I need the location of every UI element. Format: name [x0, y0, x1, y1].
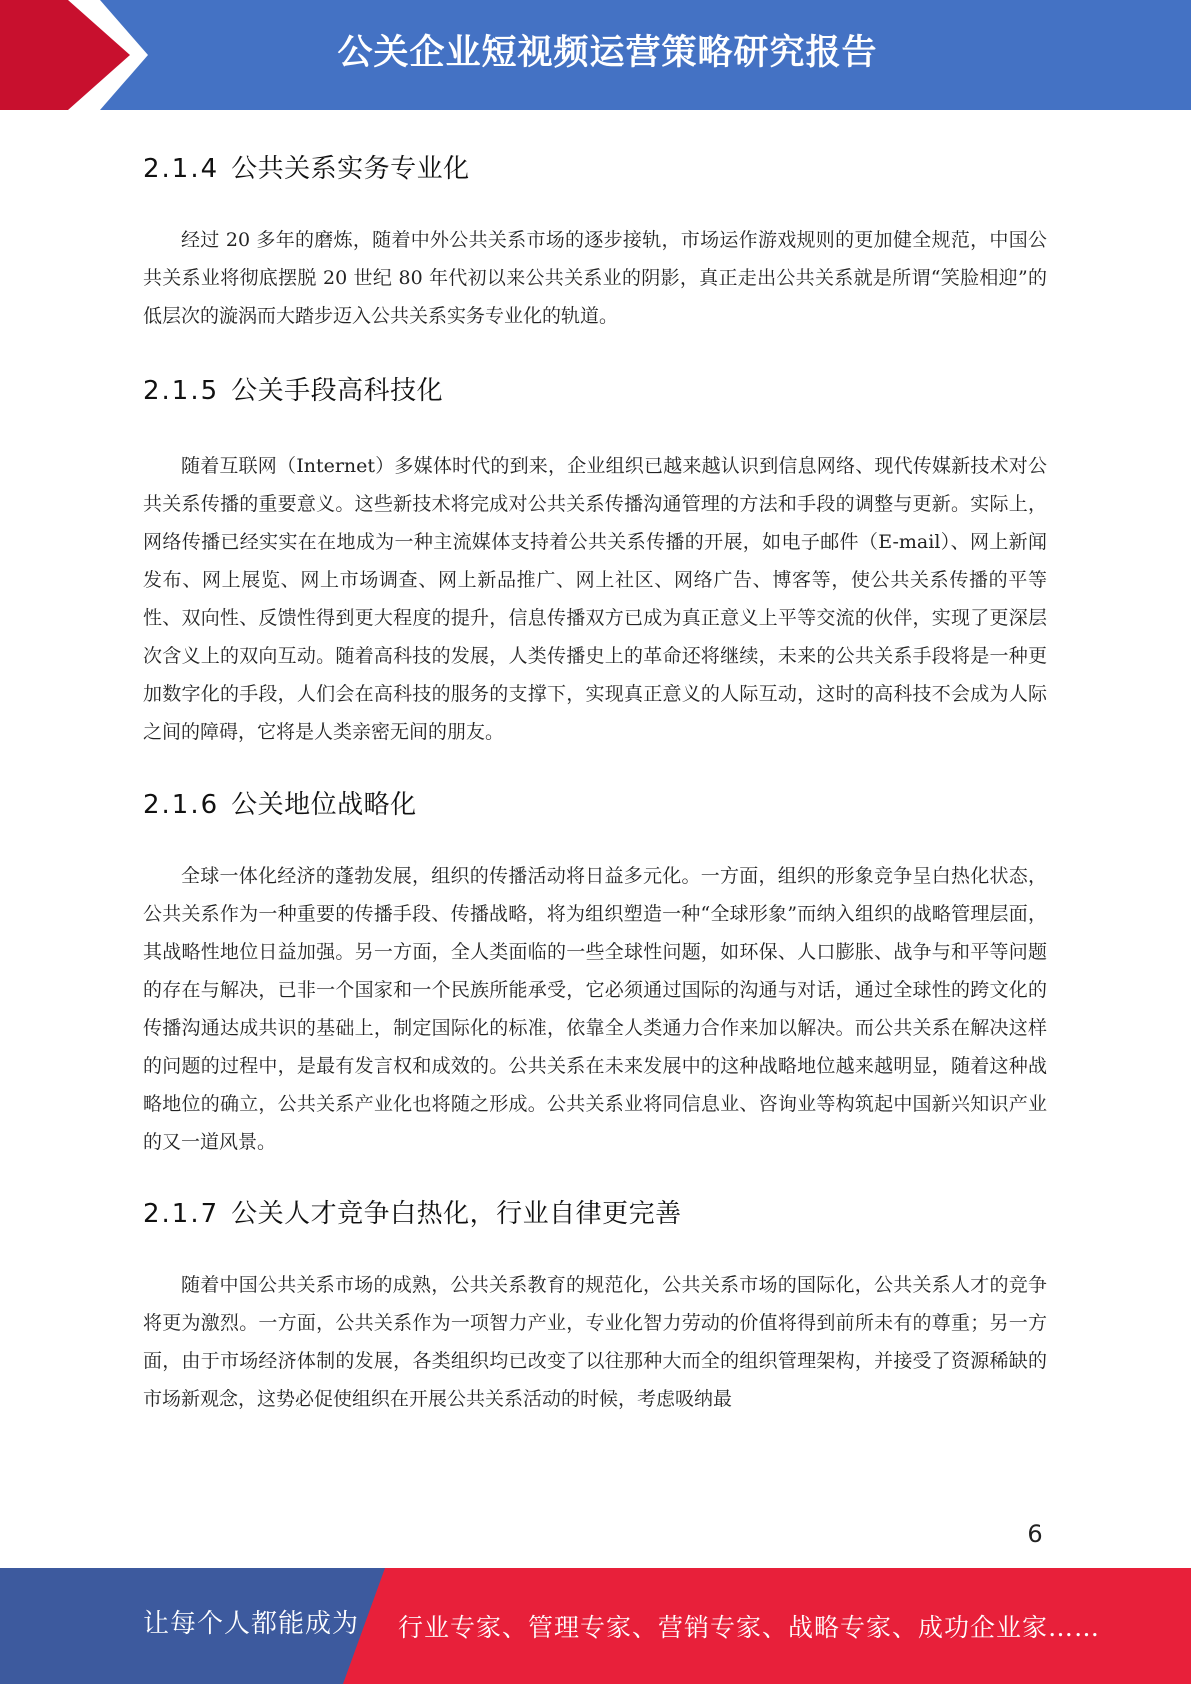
footer-slogan-right: 行业专家、管理专家、营销专家、战略专家、成功企业家……	[398, 1613, 1101, 1642]
section-title: 公共关系实务专业化	[231, 154, 470, 184]
page-header	[0, 0, 1191, 110]
section-title: 公关手段高科技化	[231, 376, 444, 406]
section-heading	[143, 150, 1047, 188]
section-heading	[143, 1195, 1047, 1233]
section-2-1-7	[143, 1195, 1047, 1418]
footer-slogan-left: 让每个人都能成为	[143, 1609, 360, 1639]
section-heading	[143, 786, 1047, 824]
paragraph: 随着中国公共关系市场的成熟，公共关系教育的规范化，公共关系市场的国际化，公共关系人才的竞争将更为激烈。一方面，公共关系作为一项智力产业，专业化智力劳动的价值将得到前所未有的尊重；另一方面，由于市场经济体制的发展，各类组织均已改变了以往那种大而全的组织管理架构，并接受了资源稀缺的市场新观念，这势必促使组织在开展公共关系活动的时候，考虑吸纳最	[143, 1274, 1047, 1410]
page-number: 6	[1027, 1520, 1043, 1548]
section-title: 公关人才竞争白热化，行业自律更完善	[231, 1199, 682, 1229]
paragraph: 经过 20 多年的磨炼，随着中外公共关系市场的逐步接轨，市场运作游戏规则的更加健全规范，中国公共关系业将彻底摆脱 20 世纪 80 年代初以来公共关系业的阴影，真正走出公共关系就是所谓“笑脸相迎”的低层次的漩涡而大踏步迈入公共关系实务专业化的轨道。	[143, 229, 1047, 327]
section-2-1-4	[143, 150, 1047, 335]
section-number: 2.1.7	[143, 1199, 220, 1229]
paragraph: 随着互联网（Internet）多媒体时代的到来，企业组织已越来越认识到信息网络、现代传媒新技术对公共关系传播的重要意义。这些新技术将完成对公共关系传播沟通管理的方法和手段的调整与更新。实际上，网络传播已经实实在在地成为一种主流媒体支持着公共关系传播的开展，如电子邮件（E-mail）、网上新闻发布、网上展览、网上市场调查、网上新品推广、网上社区、网络广告、博客等，使公共关系传播的平等性、双向性、反馈性得到更大程度的提升，信息传播双方已成为真正意义上平等交流的伙伴，实现了更深层次含义上的双向互动。随着高科技的发展，人类传播史上的革命还将继续，未来的公共关系手段将是一种更加数字化的手段，人们会在高科技的服务的支撑下，实现真正意义的人际互动，这时的高科技不会成为人际之间的障碍，它将是人类亲密无间的朋友。	[143, 455, 1047, 743]
section-title: 公关地位战略化	[231, 790, 417, 820]
section-number: 2.1.5	[143, 376, 220, 406]
paragraph: 全球一体化经济的蓬勃发展，组织的传播活动将日益多元化。一方面，组织的形象竞争呈白热化状态，公共关系作为一种重要的传播手段、传播战略，将为组织塑造一种“全球形象”而纳入组织的战略管理层面，其战略性地位日益加强。另一方面，全人类面临的一些全球性问题，如环保、人口膨胀、战争与和平等问题的存在与解决，已非一个国家和一个民族所能承受，它必须通过国际的沟通与对话，通过全球性的跨文化的传播沟通达成共识的基础上，制定国际化的标准，依靠全人类通力合作来加以解决。而公共关系在解决这样的问题的过程中，是最有发言权和成效的。公共关系在未来发展中的这种战略地位越来越明显，随着这种战略地位的确立，公共关系产业化也将随之形成。公共关系业将同信息业、咨询业等构筑起中国新兴知识产业的又一道风景。	[143, 865, 1047, 1153]
section-2-1-5	[143, 372, 1047, 751]
section-2-1-6	[143, 786, 1047, 1161]
section-number: 2.1.4	[143, 154, 220, 184]
section-heading	[143, 372, 1047, 410]
report-title: 公关企业短视频运营策略研究报告	[337, 33, 878, 73]
page-footer	[0, 1568, 1191, 1684]
section-number: 2.1.6	[143, 790, 220, 820]
main-content	[143, 150, 1047, 1418]
